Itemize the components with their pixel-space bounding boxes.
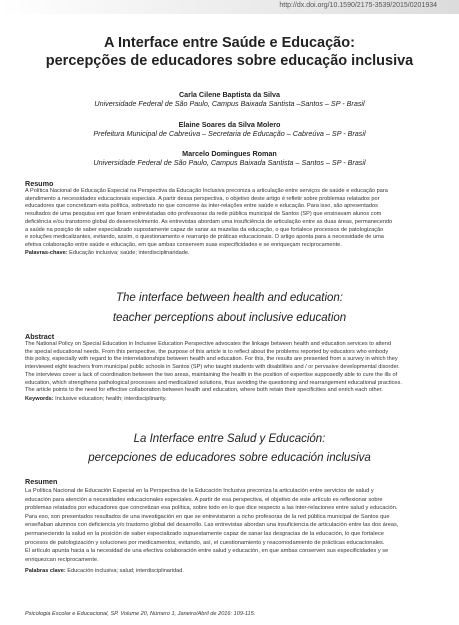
doi-header-bar: [0, 0, 459, 14]
resumo-line: e soluções medicalizantes, evitando, assim, o questionamento e rearranjo de práticas educacionais. O artigo aponta para a necessidade de uma: [25, 234, 384, 241]
palabras-clave-label: Palabras clave:: [25, 568, 66, 574]
resumen-line: Para eso, son presentados resultados de una investigación en que se entrevistaron a ocho profesoras de la red pública municipal de Santos que: [25, 513, 390, 520]
author-affiliation: Prefeitura Municipal de Cabreúva – Secretaria de Educação – Cabreúva – SP - Brasil: [93, 129, 366, 138]
abstract-line: this policy, especially with regard to the interrelationships between health and education. For this, the results are presented from a survey in which they: [25, 356, 398, 363]
resumo-line: educadores que concretizam esta política, sobretudo no que concerne às inter-relações entre saúde e educação. Para isso, são apresentados: [25, 203, 378, 210]
author-name: Marcelo Domingues Roman: [182, 149, 277, 158]
palabras-clave: [25, 568, 439, 574]
resumo-line: a saúde na posição de saber especializado supostamente capaz de sanar as mazelas da educação, o que fortalece processos de patologização: [25, 226, 384, 233]
resumo-line: efetiva colaboração entre saúde e educação, em que ambas conservem suas especificidades e se enriqueçam reciprocamente.: [25, 241, 342, 248]
resumen-line: enriquezcan recíprocamente.: [25, 556, 99, 563]
resumen-line: La Política Nacional de Educación Especial en la Perspectiva de la Educación Inclusiva preconiza la articulación entre servicios de salud y: [25, 488, 374, 494]
doi-link[interactable]: http://dx.doi.org/10.1590/2175-3539/2015/0201934: [279, 2, 437, 9]
resumo-line: resultados de uma pesquisa em que foram entrevistadas oito professoras da rede pública municipal de Santos (SP) que ensinavam alunos com: [25, 211, 382, 218]
english-title-line-2: [0, 312, 459, 324]
keywords-label: Keywords:: [25, 396, 54, 402]
author-affiliation: Universidade Federal de São Paulo, Campus Baixada Santista – Santos – SP - Brasil: [93, 158, 366, 167]
resumen-line: procesos de patologización y soluciones por medicamentos, evitando, así, el cuestionamiento y reacomodamiento de prácticas educacionales.: [25, 539, 385, 546]
author-affiliation: Universidade Federal de São Paulo, Campus Baixada Santista –Santos – SP - Brasil: [94, 99, 365, 108]
abstract-heading: Abstract: [25, 332, 55, 341]
resumen-line: El artículo apunta hacia a la necesidad de una efectiva colaboración entre salud y educación, en que ambas conserven sus especificidades y se: [25, 548, 389, 555]
palavras-chave: [25, 250, 439, 256]
resumo-line: deficiência e/ou transtorno global do desenvolvimento. As entrevistas abordam uma insuficiência de articulação entre as duas áreas, permanecendo: [25, 218, 393, 225]
abstract-line: interviewed eight teachers from municipal public schools in Santos (SP) who taught students with disabilities and / or pervasive developmental disorder.: [25, 364, 400, 371]
resumen-line: educación para atención a necesidades educacionales especiales. A partir de esa perspectiva, el objetivo de este artículo es reflexionar sobre: [25, 496, 383, 503]
resumen-line: permaneciendo la salud en la posición de saber especializado supuestamente capaz de sanar las desgracias de la educación, lo que fortalece: [25, 530, 384, 537]
journal-footer: Psicologia Escolar e Educacional, SP. Volume 20, Número 1, Janeiro/Abril de 2016: 109-115.: [25, 611, 256, 617]
abstract-line: The article points to the need for effective collaboration between health and education, where both retain their specificities and enrich each other.: [25, 387, 383, 394]
resumo-line: atendimento a necessidades educacionais especiais. A partir dessa perspectiva, o objetivo deste artigo é refletir sobre problemas relatados por: [25, 195, 380, 202]
resumen-line: problemas relatados por educadores que concretizan esa política, sobre todo en lo que dice respecto a las inter-relaciones entre salud y educación.: [25, 505, 398, 512]
article-title-line-1: A Interface entre Saúde e Educação:: [104, 35, 355, 51]
article-title-line-2: percepções de educadores sobre educação inclusiva: [45, 53, 414, 69]
resumen-line: enseñaban alumnos con deficiencia y/o trastorno global del desarrollo. Las entrevistas abordan una insuficiencia de articulación entre las dos áreas,: [25, 522, 399, 529]
spanish-title-line-2: percepciones de educadores sobre educación inclusiva: [88, 452, 371, 464]
resumo-line: A Política Nacional de Educação Especial na Perspectiva da Educação Inclusiva preconiza a articulação entre serviços de saúde e educação para: [25, 188, 388, 194]
palavras-chave-values: Educação inclusiva; saúde; interdisciplinaridade.: [67, 250, 190, 256]
resumen-body: [25, 487, 439, 564]
palabras-clave-values: Educación inclusiva; salud; interdisciplinaridad.: [65, 568, 184, 574]
abstract-line: the special educational needs. From this perspective, the purpose of this article is to reflect about the problems reported by educators who embody: [25, 348, 389, 355]
author-name: Elaine Soares da Silva Molero: [178, 120, 281, 129]
english-title-line-1: The interface between health and education:: [116, 292, 343, 304]
spanish-title-line-1: La Interface entre Salud y Educación:: [133, 433, 326, 445]
author-name: Carla Cilene Baptista da Silva: [178, 90, 281, 99]
resumen-heading: Resumen: [25, 477, 58, 486]
abstract-line: The National Policy on Special Education in Inclusive Education Perspective advocates the linkage between health and education services to attend: [25, 341, 391, 347]
keywords-values: Inclusive education; health; interdisciplinarity.: [53, 396, 167, 402]
resumo-heading: Resumo: [25, 179, 54, 188]
keywords: [25, 396, 439, 402]
palavras-chave-label: Palavras-chave:: [25, 250, 68, 256]
resumo-body: [25, 188, 439, 250]
abstract-line: The interviews cover a lack of coordination between the two areas, maintaining the health in the position of expertise supposedly able to cure the ills of: [25, 371, 398, 378]
abstract-body: [25, 341, 439, 395]
english-title-line-2-text: teacher perceptions about inclusive education: [112, 312, 347, 324]
abstract-line: education, which strengthens pathological processes and medicalized solutions, thus avoiding the questioning and rearrangement educational practices.: [25, 379, 402, 386]
